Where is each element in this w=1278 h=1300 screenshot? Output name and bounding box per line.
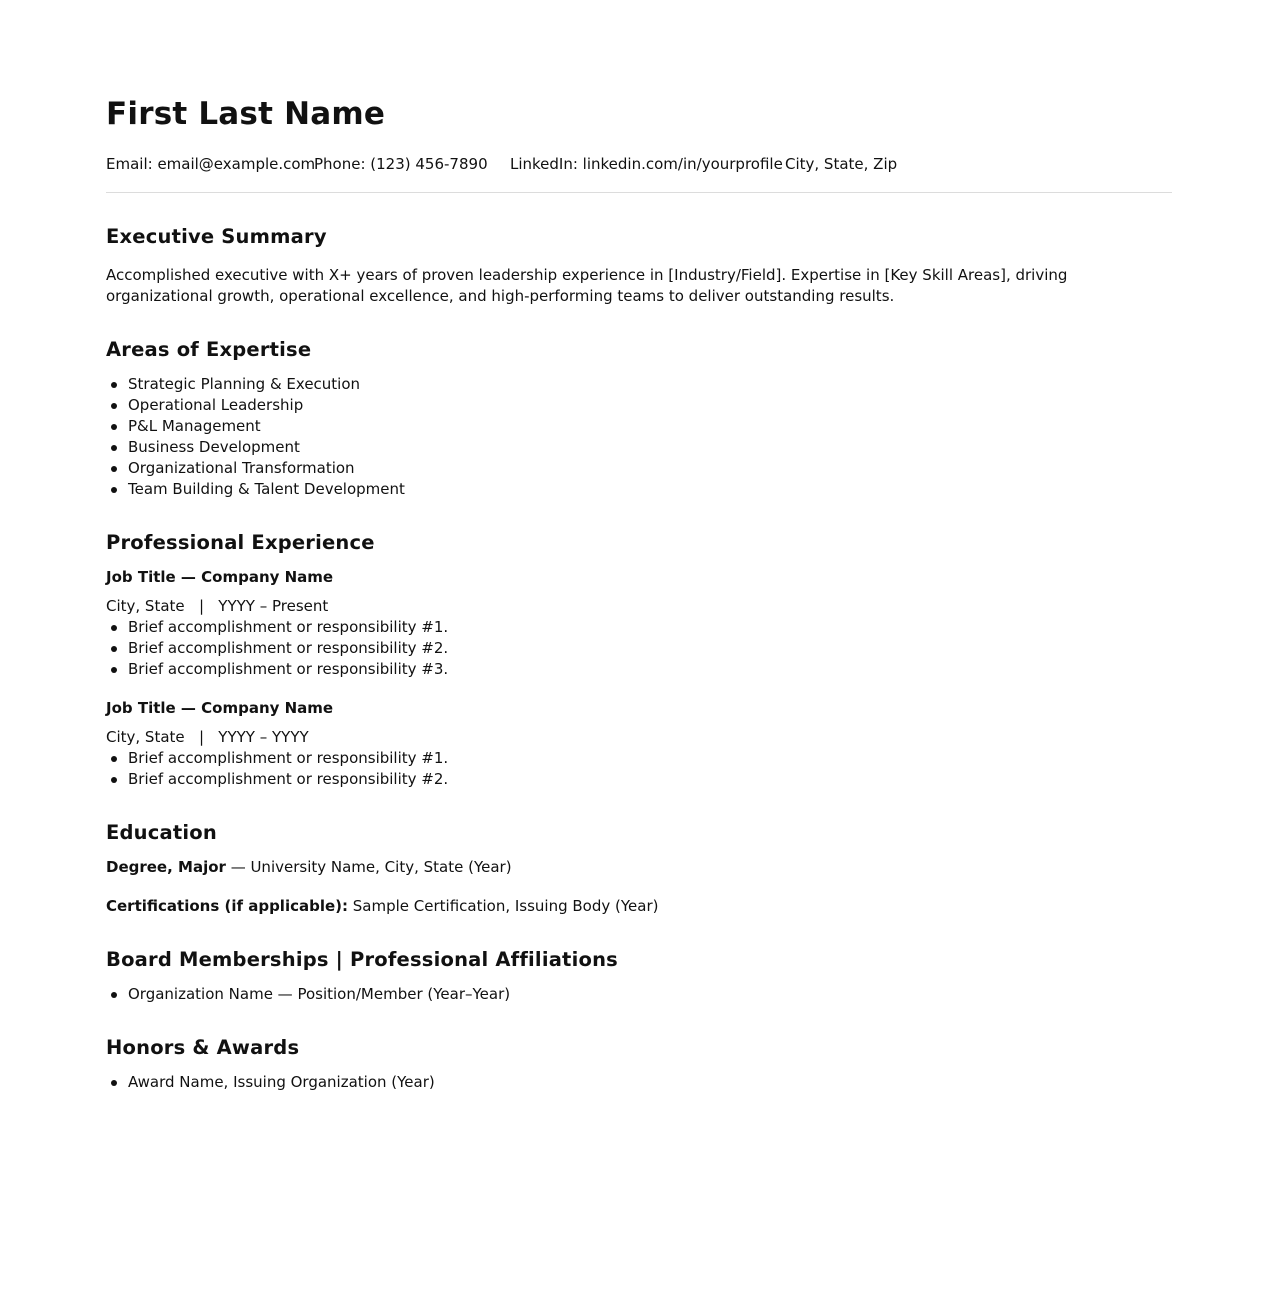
job-title: Job Title — Company Name	[106, 699, 334, 717]
contact-email: Email: email@example.com	[106, 155, 316, 173]
header-divider	[106, 192, 1172, 193]
honors-list	[106, 1072, 435, 1093]
list-item: Brief accomplishment or responsibility #1.	[106, 617, 448, 638]
cert-label: Certifications (if applicable):	[106, 897, 349, 915]
section-heading-boards: Board Memberships | Professional Affiliations	[106, 948, 618, 971]
list-item: Strategic Planning & Execution	[106, 374, 405, 395]
list-item: Team Building & Talent Development	[106, 479, 405, 500]
list-item: Brief accomplishment or responsibility #1.	[106, 748, 448, 769]
contact-linkedin: LinkedIn: linkedin.com/in/yourprofile	[510, 155, 783, 173]
list-item: P&L Management	[106, 416, 405, 437]
degree-detail: — University Name, City, State (Year)	[225, 858, 512, 876]
section-heading-education: Education	[106, 821, 217, 844]
candidate-name: First Last Name	[106, 96, 386, 132]
expertise-list	[106, 374, 405, 500]
list-item: Organization Name — Position/Member (Year–Year)	[106, 984, 510, 1005]
education-degree	[106, 858, 512, 876]
summary-text: Accomplished executive with X+ years of proven leadership experience in [Industry/Field]. Expertise in [Key Skill Areas], driving organizational growth, operational excellence, and high-performing teams to deliver outstanding results.	[106, 266, 1068, 305]
list-item: Brief accomplishment or responsibility #2.	[106, 638, 448, 659]
section-heading-expertise: Areas of Expertise	[106, 338, 312, 361]
section-heading-experience: Professional Experience	[106, 531, 375, 554]
job-title: Job Title — Company Name	[106, 568, 334, 586]
section-heading-summary: Executive Summary	[106, 225, 327, 248]
job-bullets	[106, 748, 448, 790]
list-item: Organizational Transformation	[106, 458, 405, 479]
job-meta: City, State | YYYY – YYYY	[106, 728, 309, 746]
list-item: Operational Leadership	[106, 395, 405, 416]
boards-list	[106, 984, 510, 1005]
job-meta: City, State | YYYY – Present	[106, 597, 329, 615]
list-item: Brief accomplishment or responsibility #2.	[106, 769, 448, 790]
list-item: Brief accomplishment or responsibility #3.	[106, 659, 448, 680]
cert-detail: Sample Certification, Issuing Body (Year)	[348, 897, 659, 915]
section-heading-honors: Honors & Awards	[106, 1036, 300, 1059]
list-item: Award Name, Issuing Organization (Year)	[106, 1072, 435, 1093]
education-certifications	[106, 897, 659, 915]
list-item: Business Development	[106, 437, 405, 458]
contact-location: City, State, Zip	[785, 155, 898, 173]
degree-label: Degree, Major	[106, 858, 226, 876]
job-bullets	[106, 617, 448, 680]
contact-phone: Phone: (123) 456-7890	[314, 155, 488, 173]
